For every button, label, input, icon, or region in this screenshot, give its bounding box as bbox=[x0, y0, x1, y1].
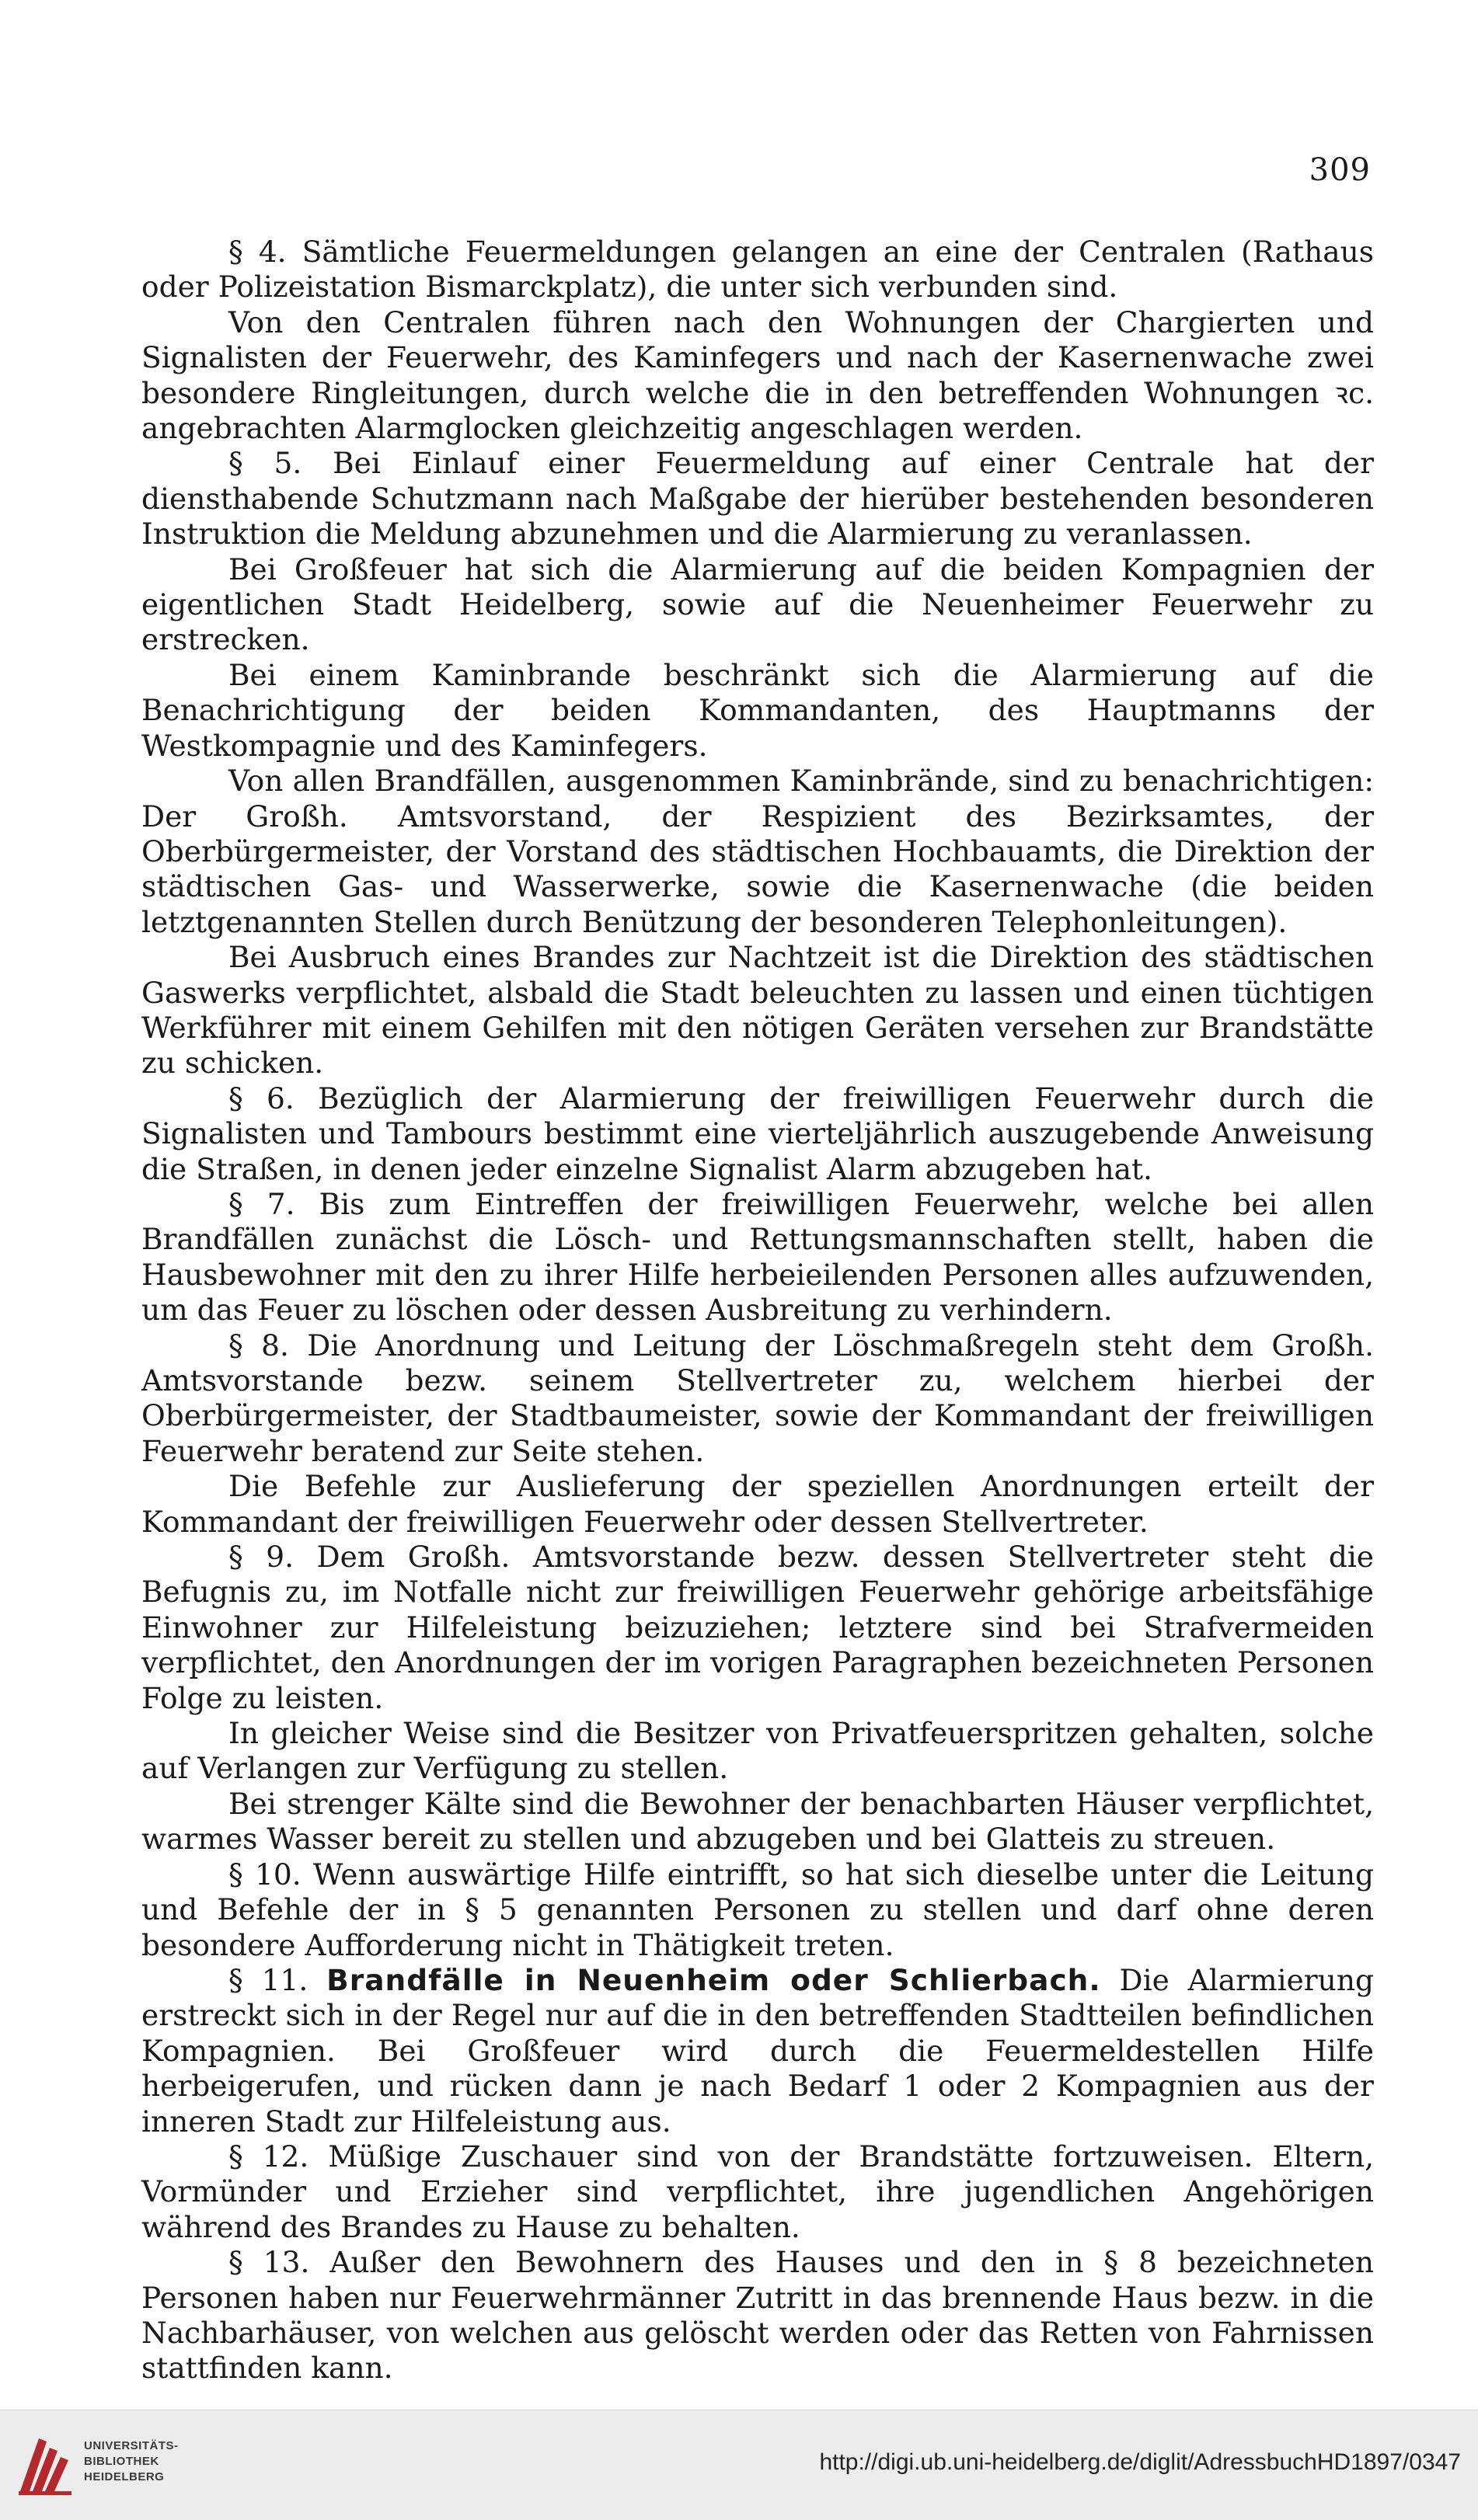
library-logo-text bbox=[84, 2438, 179, 2485]
paragraph bbox=[141, 1787, 1374, 1857]
paragraph-text: Die Anordnung und Leitung der Löschmaßregeln steht dem Großh. Amtsvorstande bezw. seinem Stellvertreter zu, welchem hierbei der Oberbürgermeister, der Stadtbaumeister, sowie der Kommandant der freiwilligen Feuerwehr beratend zur Seite stehen. bbox=[141, 1328, 1374, 1468]
paragraph bbox=[141, 1716, 1374, 1787]
paragraph-text: Die Alarmierung erstreckt sich in der Regel nur auf die in den betreffenden Stadtteilen befindlichen Kompagnien. Bei Großfeuer wird durch die Feuermeldestellen Hilfe herbeigerufen, und rücken dann je nach Bedarf 1 oder 2 Kompagnien aus der inneren Stadt zur Hilfeleistung aus. bbox=[141, 1962, 1374, 2139]
paragraph bbox=[141, 658, 1374, 764]
section-number: § 9. bbox=[228, 1540, 295, 1575]
paragraph-text: Bei Ausbruch eines Brandes zur Nachtzeit ist die Direktion des städtischen Gaswerks verpflichtet, alsbald die Stadt beleuchten zu lassen und einen tüchtigen Werkführer mit einem Gehilfen mit den nötigen Geräten versehen zur Brandstätte zu schicken. bbox=[141, 940, 1374, 1081]
paragraph-text: Bis zum Eintreffen der freiwilligen Feuerwehr, welche bei allen Brandfällen zunächst die Lösch- und Rettungsmannschaften stellt, haben die Hausbewohner mit den zu ihrer Hilfe herbeieilenden Personen alles aufzuwenden, um das Feuer zu löschen oder dessen Ausbreitung zu verhindern. bbox=[141, 1186, 1375, 1328]
paragraph bbox=[141, 1469, 1374, 1540]
paragraph-text: In gleicher Weise sind die Besitzer von Privatfeuerspritzen gehalten, solche auf Verlangen zur Verfügung zu stellen. bbox=[141, 1716, 1374, 1786]
paragraph-text: Die Befehle zur Auslieferung der speziellen Anordnungen erteilt der Kommandant der freiwilligen Feuerwehr oder dessen Stellvertreter. bbox=[141, 1469, 1374, 1539]
paragraph-section-4 bbox=[141, 235, 1374, 305]
paragraph-section-12 bbox=[141, 2139, 1374, 2245]
paragraph-text: Sämtliche Feuermeldungen gelangen an eine der Centralen (Rathaus oder Polizeistation Bismarckplatz), die unter sich verbunden sind. bbox=[141, 235, 1375, 305]
section-number: § 5. bbox=[228, 446, 302, 481]
section-number: § 6. bbox=[228, 1081, 295, 1116]
paragraph bbox=[141, 305, 1374, 447]
paragraph-section-13 bbox=[141, 2245, 1374, 2386]
section-number: § 11. bbox=[228, 1962, 308, 1997]
paragraph-section-7 bbox=[141, 1187, 1374, 1328]
paragraph-text: Bei Einlauf einer Feuermeldung auf einer Centrale hat der diensthabende Schutzmann nach Maßgabe der hierüber bestehenden besonderen Instruktion die Meldung abzunehmen und die Alarmierung zu veranlassen. bbox=[141, 446, 1375, 552]
paragraph-section-9 bbox=[141, 1540, 1374, 1716]
paragraph-section-6 bbox=[141, 1081, 1374, 1187]
section-number: § 12. bbox=[228, 2139, 309, 2174]
logo-line: HEIDELBERG bbox=[84, 2470, 165, 2483]
section-number: § 13. bbox=[228, 2245, 310, 2280]
paragraph-section-8 bbox=[141, 1328, 1374, 1470]
section-number: § 7. bbox=[228, 1186, 295, 1221]
page-number: 309 bbox=[1309, 152, 1371, 188]
paragraph-section-10 bbox=[141, 1857, 1374, 1963]
paragraph-text: Dem Großh. Amtsvorstande bezw. dessen Stellvertreter steht die Befugnis zu, im Notfalle nicht zur freiwilligen Feuerwehr gehörige arbeitsfähige Einwohner zur Hilfeleistung beizuziehen; letztere sind bei Strafvermeiden verpflichtet, den Anordnungen der im vorigen Paragraphen bezeichneten Personen Folge zu leisten. bbox=[141, 1540, 1375, 1715]
logo-line: UNIVERSITÄTS- bbox=[84, 2439, 179, 2452]
paragraph bbox=[141, 940, 1374, 1081]
paragraph-text: Von allen Brandfällen, ausgenommen Kaminbrände, sind zu benachrichtigen: Der Großh. Amtsvorstand, der Respizient des Bezirksamtes, der Oberbürgermeister, der Vorstand des städtischen Hochbauamts, die Direktion der städtischen Gas- und Wasserwerke, sowie die Kasernenwache (die beiden letztgenannten Stellen durch Benützung der besonderen Telephonleitungen). bbox=[141, 764, 1374, 939]
section-heading: Brandfälle in Neuenheim oder Schlierbach. bbox=[326, 1962, 1101, 1997]
paragraph bbox=[141, 552, 1374, 658]
section-number: § 4. bbox=[228, 235, 287, 269]
paragraph-text: Bezüglich der Alarmierung der freiwilligen Feuerwehr durch die Signalisten und Tambours bestimmt eine vierteljährlich auszugebende Anweisung die Straßen, in denen jeder einzelne Signalist Alarm abzugeben hat. bbox=[141, 1081, 1375, 1186]
footer-bar bbox=[0, 2410, 1478, 2520]
logo-line: BIBLIOTHEK bbox=[84, 2455, 159, 2468]
paragraph-text: Bei einem Kaminbrande beschränkt sich die Alarmierung auf die Benachrichtigung der beiden Kommandanten, des Hauptmanns der Westkompagnie und des Kaminfegers. bbox=[141, 657, 1374, 763]
paragraph bbox=[141, 764, 1374, 940]
paragraph-text: Wenn auswärtige Hilfe eintrifft, so hat sich dieselbe unter die Leitung und Befehle der in § 5 genannten Personen zu stellen und darf ohne deren besondere Aufforderung nicht in Thätigkeit treten. bbox=[141, 1857, 1375, 1962]
paragraph-section-11 bbox=[141, 1963, 1374, 2139]
paragraph-text: Bei strenger Kälte sind die Bewohner der benachbarten Häuser verpflichtet, warmes Wasser bereit zu stellen und abzugeben und bei Glatteis zu streuen. bbox=[141, 1786, 1374, 1857]
document-body bbox=[141, 235, 1374, 2386]
section-number: § 8. bbox=[228, 1328, 289, 1363]
paragraph-text: Bei Großfeuer hat sich die Alarmierung auf die beiden Kompagnien der eigentlichen Stadt Heidelberg, sowie auf die Neuenheimer Feuerwehr zu erstrecken. bbox=[141, 552, 1374, 657]
paragraph-text: Müßige Zuschauer sind von der Brandstätte fortzuweisen. Eltern, Vormünder und Erzieher sind verpflichtet, ihre jugendlichen Angehörigen während des Brandes zu Hause zu behalten. bbox=[141, 2139, 1375, 2244]
paragraph-text: Außer den Bewohnern des Hauses und den in § 8 bezeichneten Personen haben nur Feuerwehrmänner Zutritt in das brennende Haus bezw. in die Nachbarhäuser, von welchen aus gelöscht werden oder das Retten von Fahrnissen stattfinden kann. bbox=[141, 2245, 1375, 2386]
paragraph-text: Von den Centralen führen nach den Wohnungen der Chargierten und Signalisten der Feuerwehr, des Kaminfegers und nach der Kasernenwache zwei besondere Ringleitungen, durch welche die in den betreffenden Wohnungen ꝛc. angebrachten Alarmglocken gleichzeitig angeschlagen werden. bbox=[141, 305, 1374, 446]
source-url-link[interactable]: http://digi.ub.uni-heidelberg.de/diglit/AdressbuchHD1897/0347 bbox=[819, 2449, 1461, 2475]
paragraph-section-5 bbox=[141, 446, 1374, 552]
university-library-logo-icon bbox=[16, 2434, 76, 2497]
section-number: § 10. bbox=[228, 1857, 302, 1892]
